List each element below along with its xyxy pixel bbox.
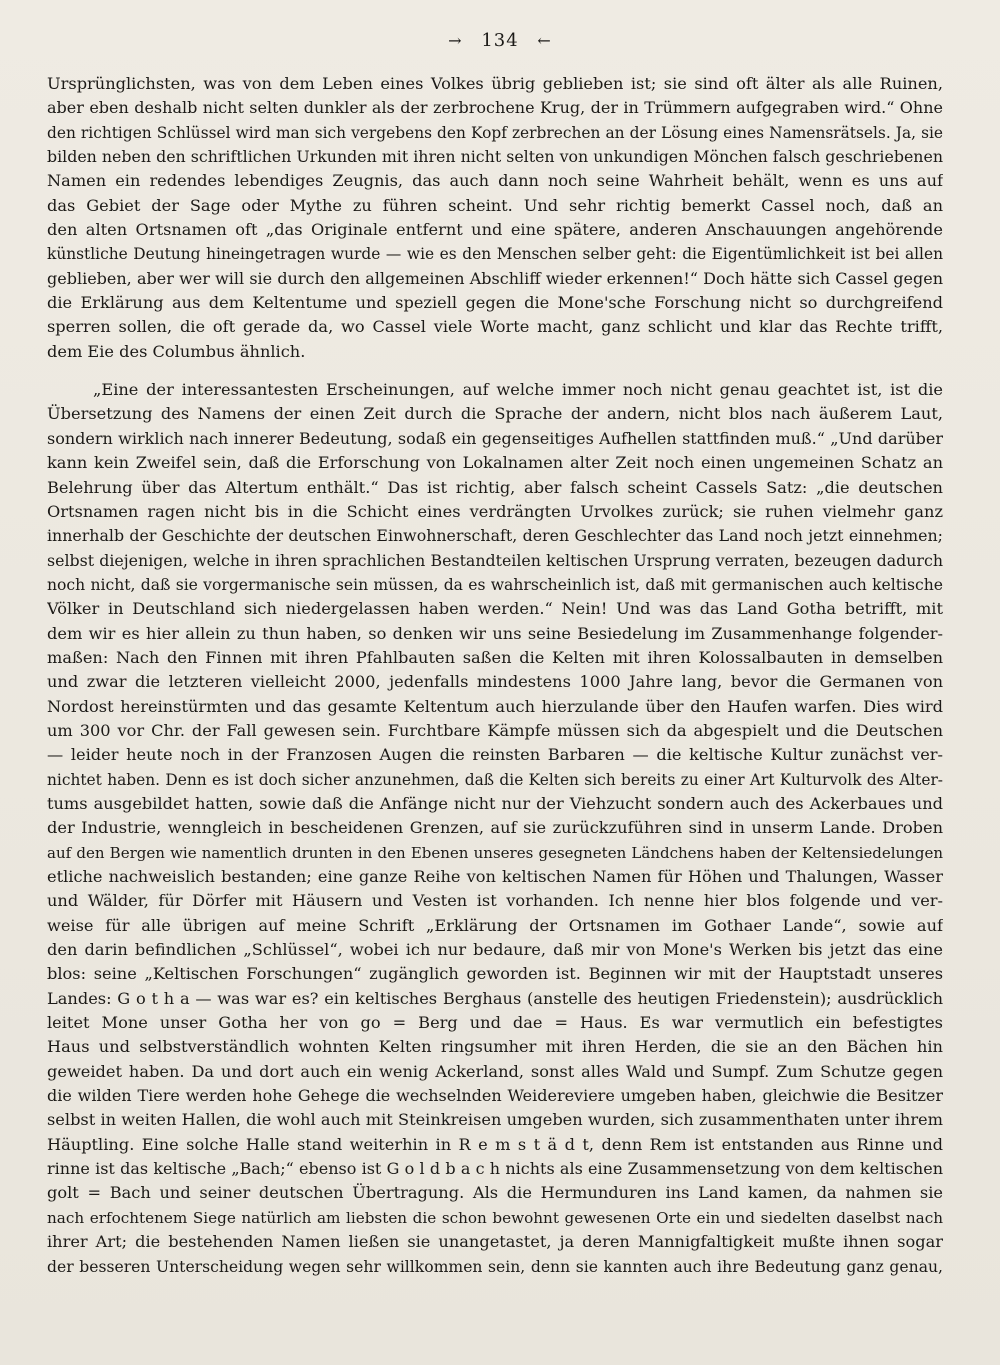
text-line: die wilden Tiere werden hohe Gehege die wechselnden Weidereviere umgeben haben, gleichwie die Besitzer [47,1086,943,1106]
text-line: noch nicht, daß sie vorgermanische sein müssen, da es wahrscheinlich ist, daß mit germanischen auch keltische [47,575,943,594]
text-line: künstliche Deutung hineingetragen wurde — wie es den Menschen selber geht: die Eigentümlichkeit ist bei allen [47,245,943,264]
text-line: der besseren Unterscheidung wegen sehr willkommen sein, denn sie kannten auch ihre Bedeutung ganz genau, [47,1257,943,1276]
text-line: um 300 vor Chr. der Fall gewesen sein. Furchtbare Kämpfe müssen sich da abgespielt und die Deutschen [47,720,943,740]
paragraph [47,72,943,364]
text-line: nach erfochtenem Siege natürlich am liebsten die schon bewohnt gewesenen Orte ein und siedelten daselbst nach [47,1208,943,1227]
text-line: auf den Bergen wie namentlich drunten in den Ebenen unseres gesegneten Ländchens haben der Keltensiedelungen [47,843,943,862]
page-header [0,30,1000,51]
text-line: Nordost hereinstürmten und das gesamte Keltentum auch hierzulande über den Haufen warfen. Dies wird [47,696,943,716]
text-line: selbst in weiten Hallen, die wohl auch mit Steinkreisen umgeben wurden, sich zusammenthaten unter ihrem [47,1110,943,1130]
text-line: etliche nachweislich bestanden; eine ganze Reihe von keltischen Namen für Höhen und Thalungen, Wasser [47,867,943,886]
text-line: rinne ist das keltische „Bach;“ ebenso ist G o l d b a c h nichts als eine Zusammensetzung von dem keltischen [47,1159,943,1179]
text-line: geblieben, aber wer will sie durch den allgemeinen Abschliff wieder erkennen!“ Doch hätte sich Cassel gegen [47,268,943,288]
text-line: Völker in Deutschland sich niedergelassen haben werden.“ Nein! Und was das Land Gotha betrifft, mit [47,599,943,619]
text-line: dem wir es hier allein zu thun haben, so denken wir uns seine Besiedelung im Zusammenhange folgender- [47,623,943,643]
text-line: selbst diejenigen, welche in ihren sprachlichen Bestandteilen keltischen Ursprung verraten, bezeugen dadurch [47,550,943,570]
text-line: dem Eie des Columbus ähnlich. [47,341,306,361]
text-line: der Industrie, wenngleich in bescheidenen Grenzen, auf sie zurückzuführen sind in unserm Lande. Droben [47,818,943,838]
text-line: bilden neben den schriftlichen Urkunden mit ihren nicht selten von unkundigen Mönchen falsch geschriebenen [47,147,943,167]
text-line: aber eben deshalb nicht selten dunkler als der zerbrochene Krug, der in Trümmern aufgegraben wird.“ Ohne [47,98,943,118]
text-line: golt = Bach und seiner deutschen Übertragung. Als die Hermunduren ins Land kamen, da nahmen sie [47,1183,943,1203]
text-line: — leider heute noch in der Franzosen Augen die reinsten Barbaren — die keltische Kultur zunächst ver- [47,745,943,765]
text-line: sondern wirklich nach innerer Bedeutung, sodaß ein gegenseitiges Aufhellen stattfinden muß.“ „Und darüber [47,428,943,448]
text-line: Landes: G o t h a — was war es? ein keltisches Berghaus (anstelle des heutigen Friedenstein); ausdrücklich [47,988,943,1008]
body-text [47,72,943,1279]
text-line: tums ausgebildet hatten, sowie daß die Anfänge nicht nur der Viehzucht sondern auch des Ackerbaues und [47,793,943,813]
text-line: sperren sollen, die oft gerade da, wo Cassel viele Worte macht, ganz schlicht und klar das Rechte trifft, [47,317,943,337]
text-line: geweidet haben. Da und dort auch ein wenig Ackerland, sonst alles Wald und Sumpf. Zum Schutze gegen [47,1061,943,1081]
text-line: Belehrung über das Altertum enthält.“ Das ist richtig, aber falsch scheint Cassels Satz: „die deutschen [47,477,943,497]
text-line: nichtet haben. Denn es ist doch sicher anzunehmen, daß die Kelten sich bereits zu einer Art Kulturvolk des Alter- [47,770,943,789]
text-line: kann kein Zweifel sein, daß die Erforschung von Lokalnamen alter Zeit noch einen ungemeinen Schatz an [47,453,943,473]
text-line: und Wälder, für Dörfer mit Häusern und Vesten ist vorhanden. Ich nenne hier blos folgende und ver- [47,891,943,911]
page-number: 134 [481,30,519,51]
text-line: blos: seine „Keltischen Forschungen“ zugänglich geworden ist. Beginnen wir mit der Hauptstadt unseres [47,964,943,984]
ornament-left-icon: → [448,31,463,50]
text-line: Namen ein redendes lebendiges Zeugnis, das auch dann noch seine Wahrheit behält, wenn es uns auf [47,171,943,191]
text-line: Haus und selbstverständlich wohnten Kelten ringsumher mit ihren Herden, die sie an den Bächen hin [47,1037,943,1057]
text-line: den richtigen Schlüssel wird man sich vergebens den Kopf zerbrechen an der Lösung eines Namensrätsels. Ja, sie [47,123,943,142]
text-line: die Erklärung aus dem Keltentume und speziell gegen die Mone'sche Forschung nicht so durchgreifend [47,293,943,313]
paragraph [47,378,943,1279]
text-line: Ortsnamen ragen nicht bis in die Schicht eines verdrängten Urvolkes zurück; sie ruhen vielmehr ganz [47,501,943,521]
text-line: den alten Ortsnamen oft „das Originale entfernt und eine spätere, anderen Anschauungen angehörende [47,220,943,240]
text-line: Übersetzung des Namens der einen Zeit durch die Sprache der andern, nicht blos nach äußerem Laut, [47,404,943,424]
text-line: den darin befindlichen „Schlüssel“, wobei ich nur bedaure, daß mir von Mone's Werken bis jetzt das eine [47,940,943,960]
paragraph-gap [47,364,943,378]
text-line: „Eine der interessantesten Erscheinungen, auf welche immer noch nicht genau geachtet ist, ist die [93,380,943,400]
text-line: das Gebiet der Sage oder Mythe zu führen scheint. Und sehr richtig bemerkt Cassel noch, daß an [47,195,943,215]
text-line: Häuptling. Eine solche Halle stand weiterhin in R e m s t ä d t, denn Rem ist entstanden aus Rinne und [47,1134,943,1154]
ornament-right-icon: ← [537,31,552,50]
text-line: leitet Mone unser Gotha her von go = Berg und dae = Haus. Es war vermutlich ein befestigtes [47,1013,943,1033]
text-line: maßen: Nach den Finnen mit ihren Pfahlbauten saßen die Kelten mit ihren Kolossalbauten in demselben [47,647,943,667]
text-line: Ursprünglichsten, was von dem Leben eines Volkes übrig geblieben ist; sie sind oft älter als alle Ruinen, [47,74,943,93]
text-line: ihrer Art; die bestehenden Namen ließen sie unangetastet, ja deren Mannigfaltigkeit mußte ihnen sogar [47,1232,943,1252]
text-line: weise für alle übrigen auf meine Schrift „Erklärung der Ortsnamen im Gothaer Lande“, sowie auf [47,915,943,935]
text-line: und zwar die letzteren vielleicht 2000, jedenfalls mindestens 1000 Jahre lang, bevor die Germanen von [47,672,943,692]
text-line: innerhalb der Geschichte der deutschen Einwohnerschaft, deren Geschlechter das Land noch jetzt einnehmen; [47,526,943,546]
